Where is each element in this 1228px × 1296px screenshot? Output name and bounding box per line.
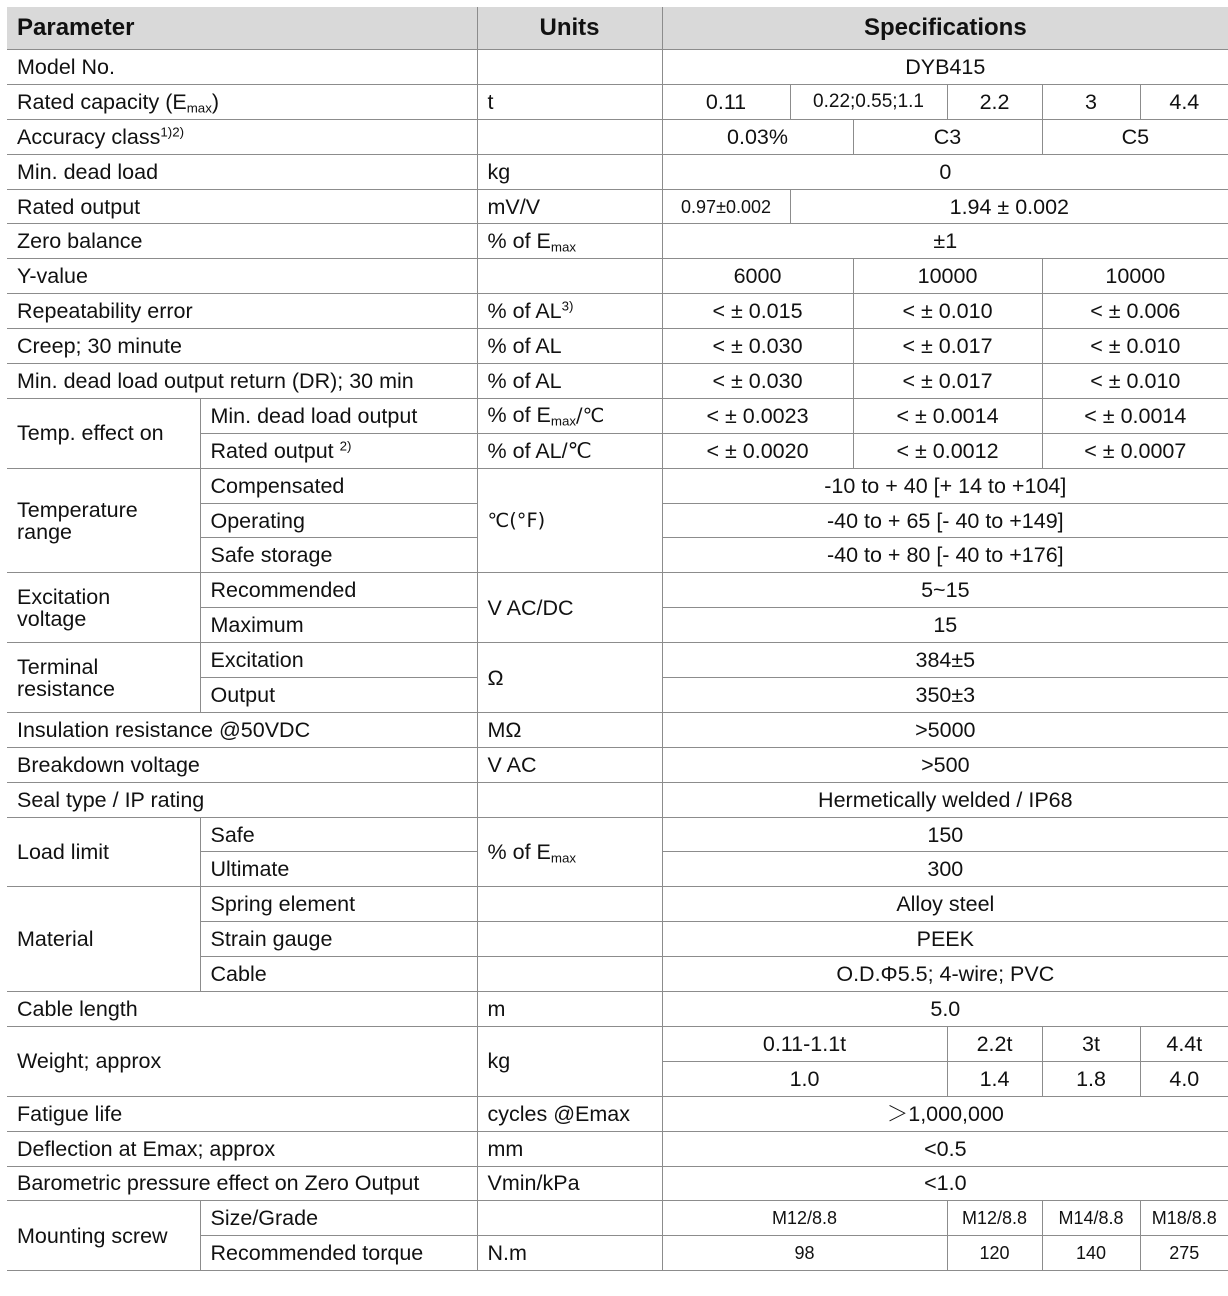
spec-value: Hermetically welded / IP68 [662,782,1228,817]
group-label-temperature-range: Temperature range [7,468,200,573]
row-creep [7,329,1228,364]
spec-value: -40 to + 80 [- 40 to +176] [662,538,1228,573]
param-label: Rated output [7,189,477,224]
header-row [7,7,1228,50]
header-units: Units [477,7,662,50]
row-insulation-resistance [7,712,1228,747]
spec-value: < ± 0.0007 [1042,433,1228,468]
units-cell [477,259,662,294]
spec-value: C5 [1042,119,1228,154]
spec-value: < ± 0.010 [853,294,1042,329]
sub-param-label: Cable [200,957,477,992]
spec-value: 275 [1140,1236,1228,1271]
header-parameter: Parameter [7,7,477,50]
row-temp-effect-min-dead-load [7,398,1228,433]
row-min-dead-load [7,154,1228,189]
spec-value: ±1 [662,224,1228,259]
spec-value: < ± 0.010 [1042,329,1228,364]
param-label: Barometric pressure effect on Zero Output [7,1166,477,1201]
param-label: Y-value [7,259,477,294]
spec-value: <0.5 [662,1131,1228,1166]
units-cell: % of AL$^{3)}$ [477,294,662,329]
spec-value: M12/8.8 [662,1201,947,1236]
spec-value: 350±3 [662,678,1228,713]
spec-value: 5~15 [662,573,1228,608]
spec-value: O.D.Φ5.5; 4-wire; PVC [662,957,1228,992]
param-label: Model No. [7,50,477,85]
sub-param-label: Min. dead load output [200,398,477,433]
spec-value: 4.4 [1140,84,1228,119]
sub-param-label: Spring element [200,887,477,922]
row-weight-capacities [7,1026,1228,1061]
sub-param-label: Rated output $^{2)}$ [200,433,477,468]
specifications-table [7,7,1228,1271]
sub-param-label: Compensated [200,468,477,503]
units-cell [477,922,662,957]
units-cell: ℃(°F) [477,468,662,573]
spec-value: 15 [662,608,1228,643]
weight-value: 1.8 [1042,1061,1140,1096]
group-label-material: Material [7,887,200,992]
spec-value: < ± 0.0023 [662,398,853,433]
units-cell: kg [477,154,662,189]
row-rated-output [7,189,1228,224]
param-label: Seal type / IP rating [7,782,477,817]
spec-value: -10 to + 40 [+ 14 to +104] [662,468,1228,503]
sub-param-label: Operating [200,503,477,538]
param-label: Min. dead load [7,154,477,189]
sub-param-label: Maximum [200,608,477,643]
spec-value: >5000 [662,712,1228,747]
units-cell [477,782,662,817]
spec-value: 300 [662,852,1228,887]
row-y-value [7,259,1228,294]
group-label-temp-effect: Temp. effect on [7,398,200,468]
row-load-limit-safe [7,817,1228,852]
row-accuracy-class [7,119,1228,154]
row-fatigue-life [7,1096,1228,1131]
param-label: Cable length [7,992,477,1027]
weight-capacity: 0.11-1.1t [662,1026,947,1061]
spec-value: 150 [662,817,1228,852]
sub-param-label: Recommended torque [200,1236,477,1271]
units-cell: % of $E_{max}/℃$ [477,398,662,433]
spec-value: DYB415 [662,50,1228,85]
weight-capacity: 2.2t [947,1026,1042,1061]
units-cell: Ω [477,643,662,713]
spec-value: < ± 0.015 [662,294,853,329]
group-label-load-limit: Load limit [7,817,200,887]
spec-value: 384±5 [662,643,1228,678]
spec-value: 10000 [853,259,1042,294]
param-label: Creep; 30 minute [7,329,477,364]
spec-value: < ± 0.006 [1042,294,1228,329]
units-cell: cycles @Emax [477,1096,662,1131]
spec-value: >500 [662,747,1228,782]
spec-value: < ± 0.017 [853,364,1042,399]
row-cable-length [7,992,1228,1027]
param-label: Fatigue life [7,1096,477,1131]
param-label: Weight; approx [7,1026,477,1096]
units-cell: V AC/DC [477,573,662,643]
param-label: Min. dead load output return (DR); 30 min [7,364,477,399]
spec-value: 5.0 [662,992,1228,1027]
units-cell: mV/V [477,189,662,224]
units-cell: V AC [477,747,662,782]
spec-value: <1.0 [662,1166,1228,1201]
sub-param-label: Strain gauge [200,922,477,957]
spec-value: < ± 0.030 [662,329,853,364]
spec-value: 0 [662,154,1228,189]
sub-param-label: Output [200,678,477,713]
units-cell: % of AL [477,364,662,399]
units-cell: mm [477,1131,662,1166]
units-cell: % of $E_{max}$ [477,817,662,887]
units-cell: kg [477,1026,662,1096]
row-terminal-excitation [7,643,1228,678]
row-barometric-pressure [7,1166,1228,1201]
units-cell: m [477,992,662,1027]
row-repeatability-error [7,294,1228,329]
sub-param-label: Recommended [200,573,477,608]
weight-capacity: 4.4t [1140,1026,1228,1061]
row-seal-type [7,782,1228,817]
param-label: Zero balance [7,224,477,259]
param-label: Rated capacity $(E_{max})$ [7,84,477,119]
units-cell [477,119,662,154]
group-label-terminal-resistance: Terminal resistance [7,643,200,713]
spec-value: < ± 0.010 [1042,364,1228,399]
param-label: Accuracy class$^{1)2)}$ [7,119,477,154]
row-deflection [7,1131,1228,1166]
spec-value: 3 [1042,84,1140,119]
spec-value: 2.2 [947,84,1042,119]
units-cell [477,50,662,85]
spec-value: PEEK [662,922,1228,957]
row-mounting-screw-size [7,1201,1228,1236]
sub-param-label: Safe storage [200,538,477,573]
spec-value: 120 [947,1236,1042,1271]
units-cell: N.m [477,1236,662,1271]
spec-value: Alloy steel [662,887,1228,922]
units-cell [477,1201,662,1236]
units-cell [477,957,662,992]
row-rated-capacity [7,84,1228,119]
spec-value: < ± 0.0012 [853,433,1042,468]
row-excitation-recommended [7,573,1228,608]
units-cell: % of AL [477,329,662,364]
spec-value: ＞1,000,000 [662,1096,1228,1131]
spec-value: 6000 [662,259,853,294]
units-cell: t [477,84,662,119]
spec-value: -40 to + 65 [- 40 to +149] [662,503,1228,538]
row-temp-range-compensated [7,468,1228,503]
spec-value: M12/8.8 [947,1201,1042,1236]
spec-value: 10000 [1042,259,1228,294]
spec-value: < ± 0.0020 [662,433,853,468]
param-label: Repeatability error [7,294,477,329]
row-model [7,50,1228,85]
spec-value: 1.94 ± 0.002 [790,189,1228,224]
weight-value: 1.0 [662,1061,947,1096]
spec-value: C3 [853,119,1042,154]
spec-value: < ± 0.0014 [853,398,1042,433]
param-label: Breakdown voltage [7,747,477,782]
group-label-mounting-screw: Mounting screw [7,1201,200,1271]
weight-capacity: 3t [1042,1026,1140,1061]
weight-value: 4.0 [1140,1061,1228,1096]
group-label-excitation-voltage: Excitation voltage [7,573,200,643]
sub-param-label: Excitation [200,643,477,678]
sub-param-label: Ultimate [200,852,477,887]
param-label: Deflection at Emax; approx [7,1131,477,1166]
spec-value: M18/8.8 [1140,1201,1228,1236]
row-breakdown-voltage [7,747,1228,782]
spec-value: 140 [1042,1236,1140,1271]
sub-param-label: Size/Grade [200,1201,477,1236]
param-label: Insulation resistance @50VDC [7,712,477,747]
row-material-spring-element [7,887,1228,922]
row-dead-load-return [7,364,1228,399]
spec-value: 98 [662,1236,947,1271]
units-cell: % of $E_{max}$ [477,224,662,259]
header-specifications: Specifications [662,7,1228,50]
weight-value: 1.4 [947,1061,1042,1096]
sub-param-label: Safe [200,817,477,852]
spec-value: M14/8.8 [1042,1201,1140,1236]
units-cell [477,887,662,922]
spec-value: < ± 0.017 [853,329,1042,364]
spec-value: 0.22;0.55;1.1 [790,84,947,119]
units-cell: Vmin/kPa [477,1166,662,1201]
spec-value: < ± 0.0014 [1042,398,1228,433]
units-cell: MΩ [477,712,662,747]
row-zero-balance [7,224,1228,259]
spec-value: 0.97±0.002 [662,189,790,224]
spec-value: 0.03% [662,119,853,154]
units-cell: % of AL/℃ [477,433,662,468]
spec-value: < ± 0.030 [662,364,853,399]
spec-value: 0.11 [662,84,790,119]
